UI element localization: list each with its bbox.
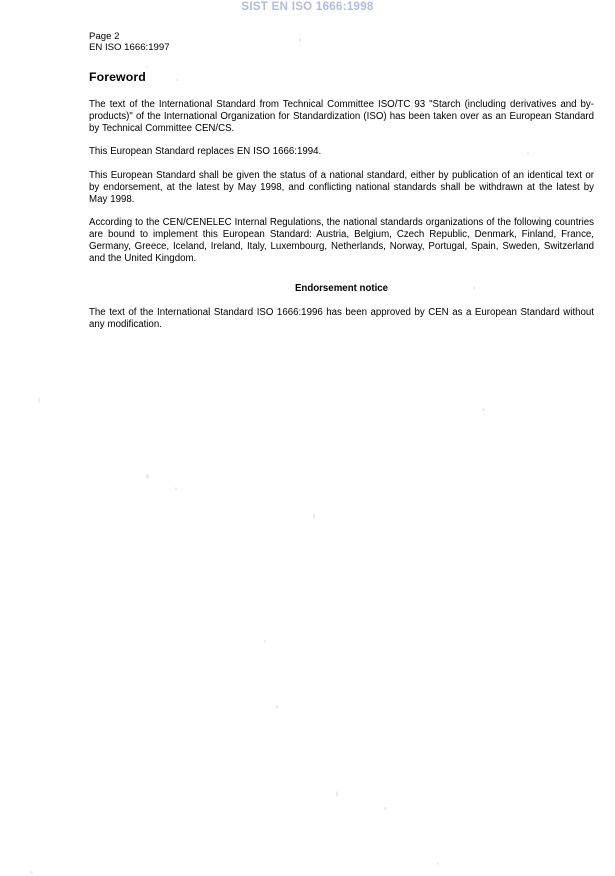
scan-speckle: [384, 807, 387, 810]
standard-reference-label: EN ISO 1666:1997: [89, 42, 170, 54]
foreword-paragraph-1: The text of the International Standard from Technical Committee ISO/TC 93 "Starch (including derivatives and by-products)" of the International Organization for Standardization (ISO) has been taken over as an European Standard by Technical Committee CEN/CS.: [89, 99, 594, 134]
foreword-paragraph-3: This European Standard shall be given the status of a national standard, either by publication of an identical text or by endorsement, at the latest by May 1998, and conflicting national standards shall be withdrawn at the latest by May 1998.: [89, 170, 594, 205]
scan-speckle: [264, 640, 266, 643]
scan-speckle: [299, 38, 301, 42]
scan-speckle: [482, 408, 485, 411]
scan-speckle: [146, 66, 148, 68]
document-body: [89, 70, 594, 331]
foreword-heading: Foreword: [89, 70, 146, 84]
scan-speckle: [313, 514, 315, 519]
document-header: [89, 31, 170, 54]
scan-speckle: [437, 862, 439, 865]
watermark-text: SIST EN ISO 1666:1998: [241, 1, 374, 13]
scan-speckle: [175, 487, 177, 491]
scan-speckle: [30, 871, 33, 874]
scan-speckle: [276, 705, 278, 709]
foreword-paragraph-4: According to the CEN/CENELEC Internal Regulations, the national standards organizations of the following countries are bound to implement this European Standard: Austria, Belgium, Czech Republic, Denmark, Finland, France, Germany, Greece, Iceland, Ireland, Italy, Luxembourg, Netherlands, Norway, Portugal, Spain, Sweden, Switzerland and the United Kingdom.: [89, 217, 594, 264]
endorsement-notice-text: The text of the International Standard ISO 1666:1996 has been approved by CEN as a European Standard without any modification.: [89, 307, 594, 330]
foreword-paragraph-2: This European Standard replaces EN ISO 1666:1994.: [89, 146, 322, 158]
section-spacer: [89, 264, 594, 283]
page-number-label: Page 2: [89, 31, 120, 42]
scan-speckle: [38, 398, 40, 403]
scan-speckle: [146, 474, 149, 479]
endorsement-notice-heading: Endorsement notice: [294, 283, 389, 295]
scan-speckle: [336, 791, 338, 797]
